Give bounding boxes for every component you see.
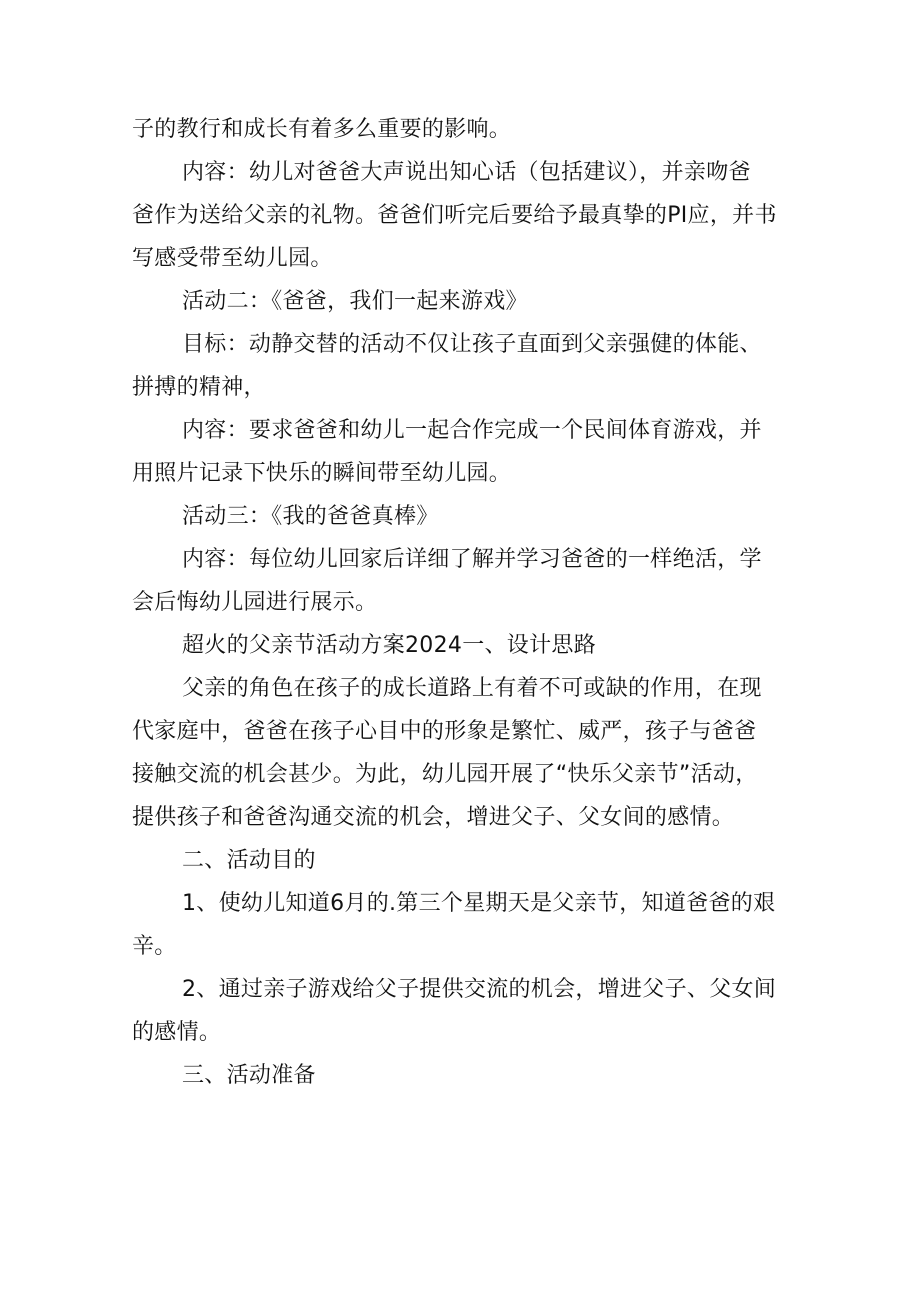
text-line: 辛。	[132, 934, 177, 959]
text-line: 提供孩子和爸爸沟通交流的机会，增进父子、父女间的感情。	[132, 805, 735, 830]
text-line: 目标：动静交替的活动不仅让孩子直面到父亲强健的体能、	[182, 332, 762, 357]
paragraph	[132, 882, 792, 968]
paragraph	[132, 1054, 792, 1097]
paragraph	[132, 409, 792, 495]
text-line: 爸作为送给父亲的礼物。爸爸们听完后要给予最真挚的PI应，并书	[132, 203, 777, 228]
text-line: 活动二：《爸爸，我们一起来游戏》	[182, 289, 528, 314]
text-line: 内容：幼儿对爸爸大声说出知心话（包括建议），并亲吻爸	[182, 160, 751, 185]
paragraph	[132, 538, 792, 624]
paragraph	[132, 108, 792, 151]
text-line: 用照片记录下快乐的瞬间带至幼儿园。	[132, 461, 512, 486]
paragraph	[132, 323, 792, 409]
text-line: 三、活动准备	[182, 1063, 316, 1088]
text-line: 代家庭中，爸爸在孩子心目中的形象是繁忙、威严，孩子与爸爸	[132, 719, 757, 744]
text-line: 活动三：《我的爸爸真棒》	[182, 504, 439, 529]
text-line: 二、活动目的	[182, 848, 316, 873]
text-line: 父亲的角色在孩子的成长道路上有着不可或缺的作用，在现	[182, 676, 762, 701]
text-line: 1、使幼儿知道6月的.第三个星期天是父亲节，知道爸爸的艰	[182, 891, 776, 916]
paragraph	[132, 667, 792, 839]
text-line: 的感情。	[132, 1020, 222, 1045]
document-body	[132, 108, 792, 1097]
text-line: 接触交流的机会甚少。为此，幼儿园开展了“快乐父亲节”活动，	[132, 762, 758, 787]
paragraph	[132, 968, 792, 1054]
paragraph	[132, 839, 792, 882]
text-line: 2、通过亲子游戏给父子提供交流的机会，增进父子、父女间	[182, 977, 777, 1002]
text-line: 内容：每位幼儿回家后详细了解并学习爸爸的一样绝活，学	[182, 547, 762, 572]
text-line: 拼搏的精神，	[132, 375, 266, 400]
text-line: 内容：要求爸爸和幼儿一起合作完成一个民间体育游戏，并	[182, 418, 762, 443]
text-line: 超火的父亲节活动方案2024一、设计思路	[182, 633, 596, 658]
paragraph	[132, 495, 792, 538]
paragraph	[132, 151, 792, 280]
text-line: 写感受带至幼儿园。	[132, 246, 333, 271]
paragraph	[132, 280, 792, 323]
text-line: 会后悔幼儿园进行展示。	[132, 590, 378, 615]
paragraph	[132, 624, 792, 667]
text-line: 子的教行和成长有着多么重要的影响。	[132, 117, 512, 142]
